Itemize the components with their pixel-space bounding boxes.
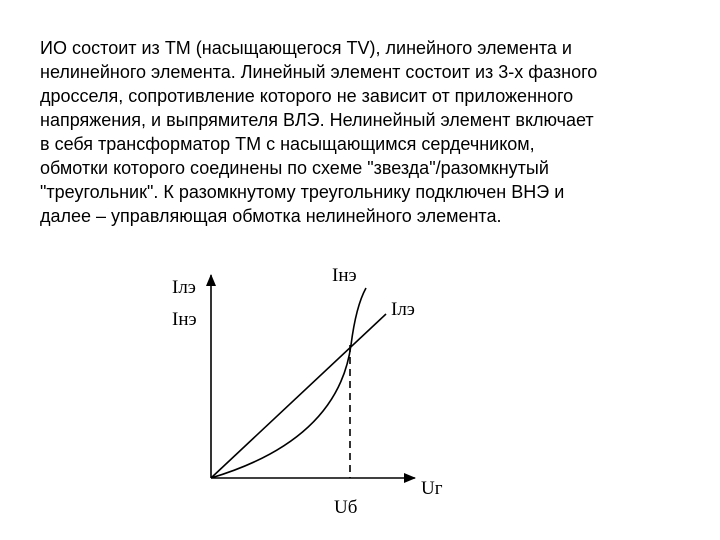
x-axis-label: Uг (421, 478, 443, 499)
paragraph-line: "треугольник". К разомкнутому треугольнику подключен ВНЭ и (40, 182, 565, 202)
linear-element-line (211, 314, 386, 478)
y-axis-label-bottom: Iнэ (172, 309, 197, 330)
intersection-voltage-label: Uб (334, 497, 358, 518)
paragraph-line: ИО состоит из ТМ (насыщающегося TV), линейного элемента и (40, 38, 572, 58)
nonlinear-curve-label: Iнэ (332, 265, 357, 286)
paragraph-line: нелинейного элемента. Линейный элемент состоит из 3-х фазного (40, 62, 598, 82)
paragraph-line: обмотки которого соединены по схеме "звезда"/разомкнутый (40, 158, 549, 178)
nonlinear-element-curve (211, 288, 366, 478)
paragraph-line: далее – управляющая обмотка нелинейного элемента. (40, 206, 502, 226)
linear-line-label: Iлэ (391, 299, 415, 320)
paragraph-line: дросселя, сопротивление которого не зависит от приложенного (40, 86, 574, 106)
paragraph-line: напряжения, и выпрямителя ВЛЭ. Нелинейный элемент включает (40, 110, 594, 130)
paragraph-line: в себя трансформатор ТМ с насыщающимся сердечником, (40, 134, 535, 154)
y-axis-label-top: Iлэ (172, 277, 196, 298)
